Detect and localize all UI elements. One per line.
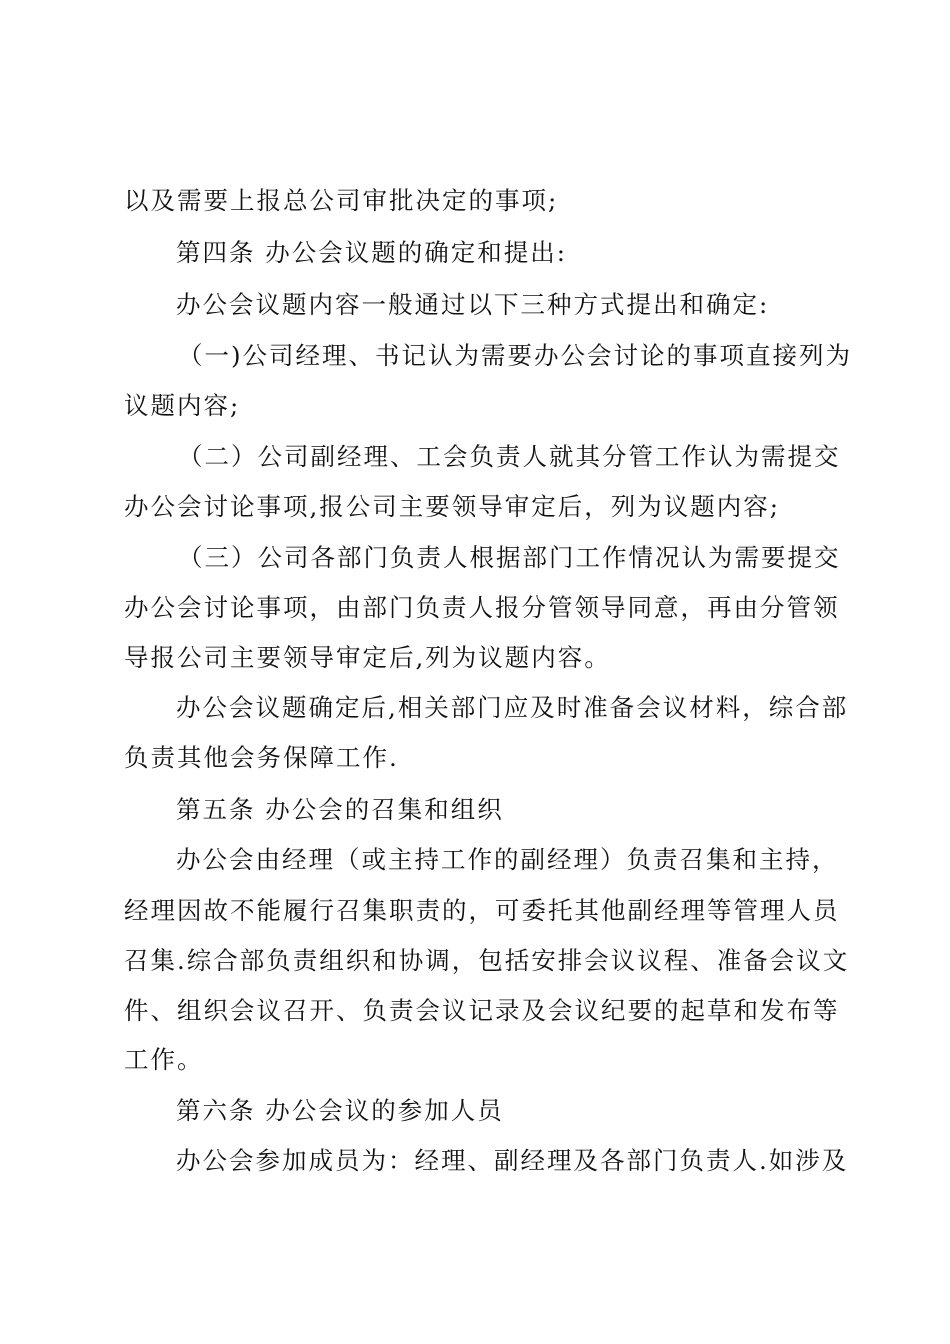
- text-line-17: 件、组织会议召开、负责会议记录及会议纪要的起草和发布等: [124, 996, 840, 1025]
- text-line-20: 办公会参加成员为：经理、副经理及各部门负责人.如涉及: [176, 1146, 849, 1175]
- item-3-line-2: 办公会讨论事项，由部门负责人报分管领导同意，再由分管领: [124, 593, 840, 622]
- text-line-11: 办公会议题确定后,相关部门应及时准备会议材料，综合部: [176, 693, 849, 722]
- item-1-line-2: 议题内容;: [124, 391, 241, 420]
- item-2-line-1: （二）公司副经理、工会负责人就其分管工作认为需提交: [178, 442, 841, 471]
- item-3-line-1: （三）公司各部门负责人根据部门工作情况认为需要提交: [178, 543, 841, 572]
- text-line-3: 办公会议题内容一般通过以下三种方式提出和确定:: [176, 290, 770, 319]
- item-1-line-1: （一)公司经理、书记认为需要办公会讨论的事项直接列为: [178, 341, 853, 370]
- item-2-line-2: 办公会讨论事项,报公司主要领导审定后，列为议题内容;: [124, 492, 781, 521]
- text-line-18: 工作。: [124, 1045, 204, 1074]
- text-line-16: 召集.综合部负责组织和协调，包括安排会议议程、准备会议文: [124, 946, 850, 975]
- text-line-15: 经理因故不能履行召集职责的，可委托其他副经理等管理人员: [124, 896, 840, 925]
- text-line-12: 负责其他会务保障工作.: [124, 743, 399, 772]
- item-3-line-3: 导报公司主要领导审定后,列为议题内容。: [124, 643, 611, 672]
- article-5-heading: 第五条 办公会的召集和组织: [176, 795, 504, 824]
- article-6-heading: 第六条 办公会议的参加人员: [176, 1096, 504, 1125]
- text-line-14: 办公会由经理（或主持工作的副经理）负责召集和主持，: [176, 845, 839, 874]
- article-4-heading: 第四条 办公会议题的确定和提出:: [176, 238, 568, 267]
- text-line-1: 以及需要上报总公司审批决定的事项;: [124, 186, 559, 215]
